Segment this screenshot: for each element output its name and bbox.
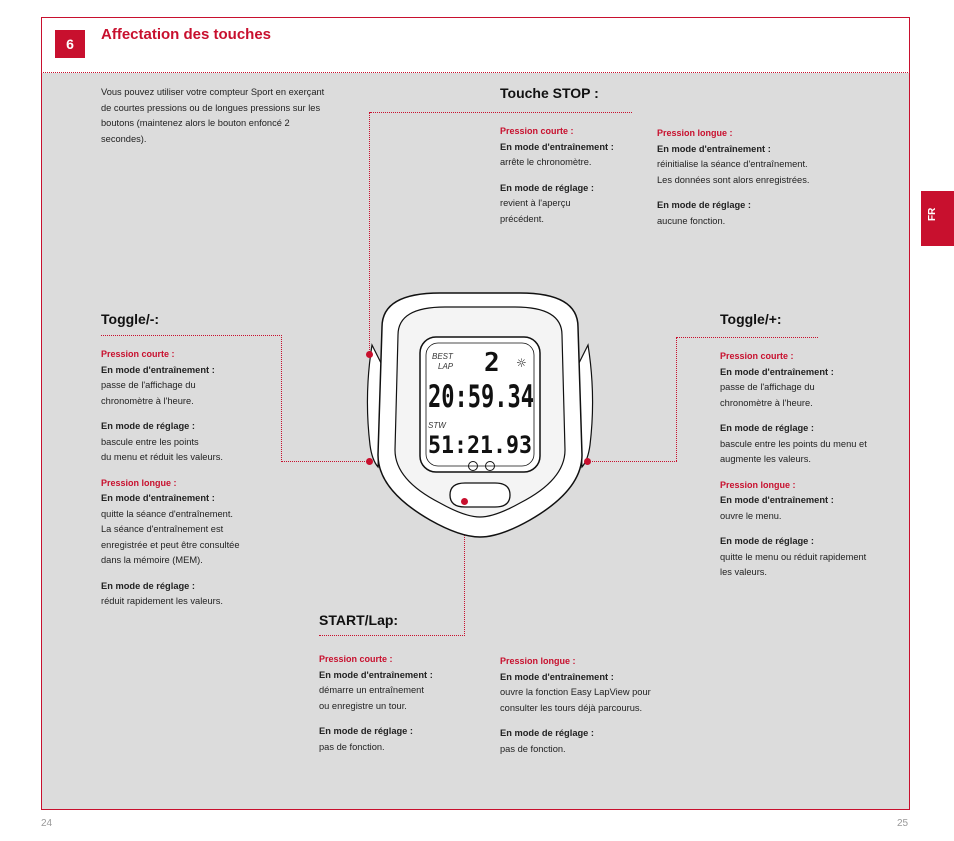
chapter-badge: 6 (55, 30, 85, 58)
watch-label-best: BEST (432, 352, 453, 361)
minus-leader-h2 (281, 461, 371, 462)
watch-main-time: 20:59.34 (428, 379, 534, 415)
toggle-plus-marker[interactable] (584, 458, 591, 465)
watch-sub-time: 51:21.93 (428, 431, 532, 459)
minus-leader-h (101, 335, 282, 336)
toggle-minus-marker[interactable] (366, 458, 373, 465)
toggle-plus-text: Pression courte : En mode d'entraînement : passe de l'affichage du chronomètre à l'heure. En mode de réglage : bascule entre les points du menu et augmente les valeurs. Pression longue : En mode d'entraînement : ouvre le menu. En mode de réglage : quitte le menu ou réduit rapidement les valeurs. (720, 351, 867, 577)
start-title: START/Lap: (319, 612, 399, 628)
stop-button-marker[interactable] (366, 351, 373, 358)
language-tab[interactable]: FR (921, 191, 954, 246)
plus-leader-h2 (590, 461, 677, 462)
intro-text: Vous pouvez utiliser votre compteur Sport en exerçant de courtes pressions ou de longues pressions sur les boutons (maintenez alors le bouton enfoncé 2 secondes). (101, 87, 325, 144)
stop-title: Touche STOP : (500, 85, 599, 101)
start-leader-h (319, 635, 465, 636)
toggle-minus-title: Toggle/-: (101, 311, 160, 327)
start-long: Pression longue : En mode d'entraînement : ouvre la fonction Easy LapView pour consulter les tours déjà parcourus. En mode de réglage : pas de fonction. (500, 656, 651, 754)
start-short: Pression courte : En mode d'entraînement : démarre un entraînement ou enregistre un tour. En mode de réglage : pas de fonction. (319, 654, 433, 752)
page-number-left: 24 (41, 818, 53, 829)
watch-lap-number: 2 (484, 348, 500, 378)
stop-long: Pression longue : En mode d'entraînement : réinitialise la séance d'entraînement. Les données sont alors enregistrées. En mode de réglage : aucune fonction. (657, 128, 810, 226)
start-lap-button[interactable] (450, 483, 510, 507)
watch-label-stw: STW (428, 421, 446, 430)
plus-leader-h (676, 337, 818, 338)
watch-label-lap: LAP (438, 362, 454, 371)
minus-leader-v (281, 335, 282, 462)
stop-leader-h (370, 112, 632, 113)
page-title: Affectation des touches (101, 26, 272, 43)
toggle-minus-text: Pression courte : En mode d'entraînement : passe de l'affichage du chronomètre à l'heure. En mode de réglage : bascule entre les points du menu et réduit les valeurs. Pression longue : En mode d'entraînement : quitte la séance d'entraînement. La séance d'entraînement est enregistrée et peut être consultée dans la mémoire (MEM). En mode de réglage : réduit rapidement les valeurs. (101, 349, 240, 606)
page-number-right: 25 (897, 818, 909, 829)
start-lap-marker[interactable] (461, 498, 468, 505)
watch-illustration (360, 285, 600, 540)
light-icon: ☼ (516, 356, 527, 370)
plus-leader-v (676, 337, 677, 461)
stop-short: Pression courte : En mode d'entraînement : arrête le chronomètre. En mode de réglage : revient à l'aperçu précédent. (500, 126, 614, 224)
toggle-plus-title: Toggle/+: (720, 311, 782, 327)
